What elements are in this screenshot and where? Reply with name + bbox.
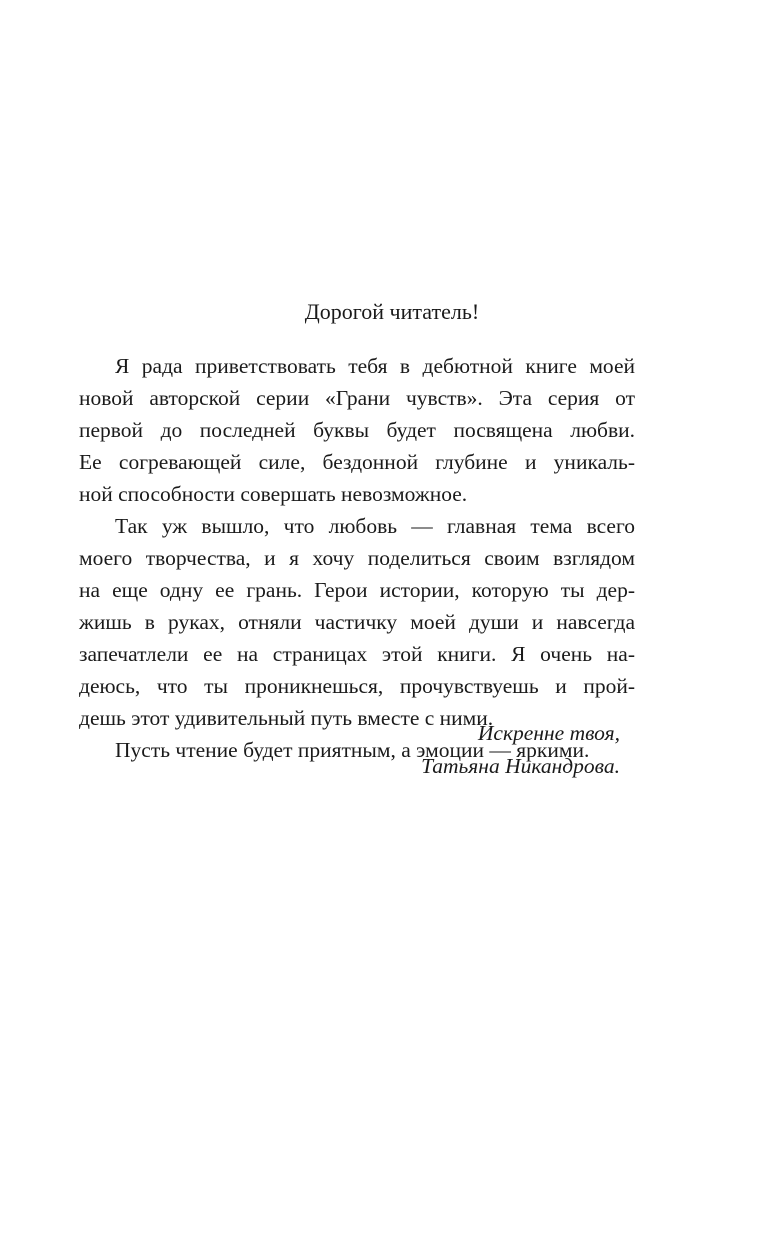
- signature-author: Татьяна Никандрова.: [421, 754, 620, 778]
- text-line: Я рада приветствовать тебя в дебютной книге моей: [115, 354, 635, 378]
- text-line: на еще одну ее грань. Герои истории, которую ты дер-: [79, 578, 635, 602]
- letter-body: [79, 350, 635, 766]
- text-line: Пусть чтение будет приятным, а эмоции — яркими.: [115, 738, 590, 762]
- text-line: моего творчества, и я хочу поделиться своим взглядом: [79, 546, 635, 570]
- text-line: запечатлели ее на страницах этой книги. Я очень на-: [79, 642, 635, 666]
- text-line: новой авторской серии «Грани чувств». Эта серия от: [79, 386, 635, 410]
- signature-closing: Искренне твоя,: [477, 721, 620, 745]
- letter-signature: [115, 717, 620, 783]
- text-line: первой до последней буквы будет посвящена любви.: [79, 418, 635, 442]
- text-line: Ее согревающей силе, бездонной глубине и уникаль-: [79, 450, 635, 474]
- letter-greeting: Дорогой читатель!: [304, 299, 480, 324]
- text-line: жишь в руках, отняли частичку моей души и навсегда: [79, 610, 635, 634]
- text-line: деюсь, что ты проникнешься, прочувствуешь и прой-: [79, 674, 635, 698]
- text-line: ной способности совершать невозможное.: [79, 482, 468, 506]
- paragraph-1: [79, 350, 635, 510]
- paragraph-2: [79, 510, 635, 734]
- text-line: Так уж вышло, что любовь — главная тема всего: [115, 514, 635, 538]
- text-line: дешь этот удивительный путь вместе с ними.: [79, 706, 494, 730]
